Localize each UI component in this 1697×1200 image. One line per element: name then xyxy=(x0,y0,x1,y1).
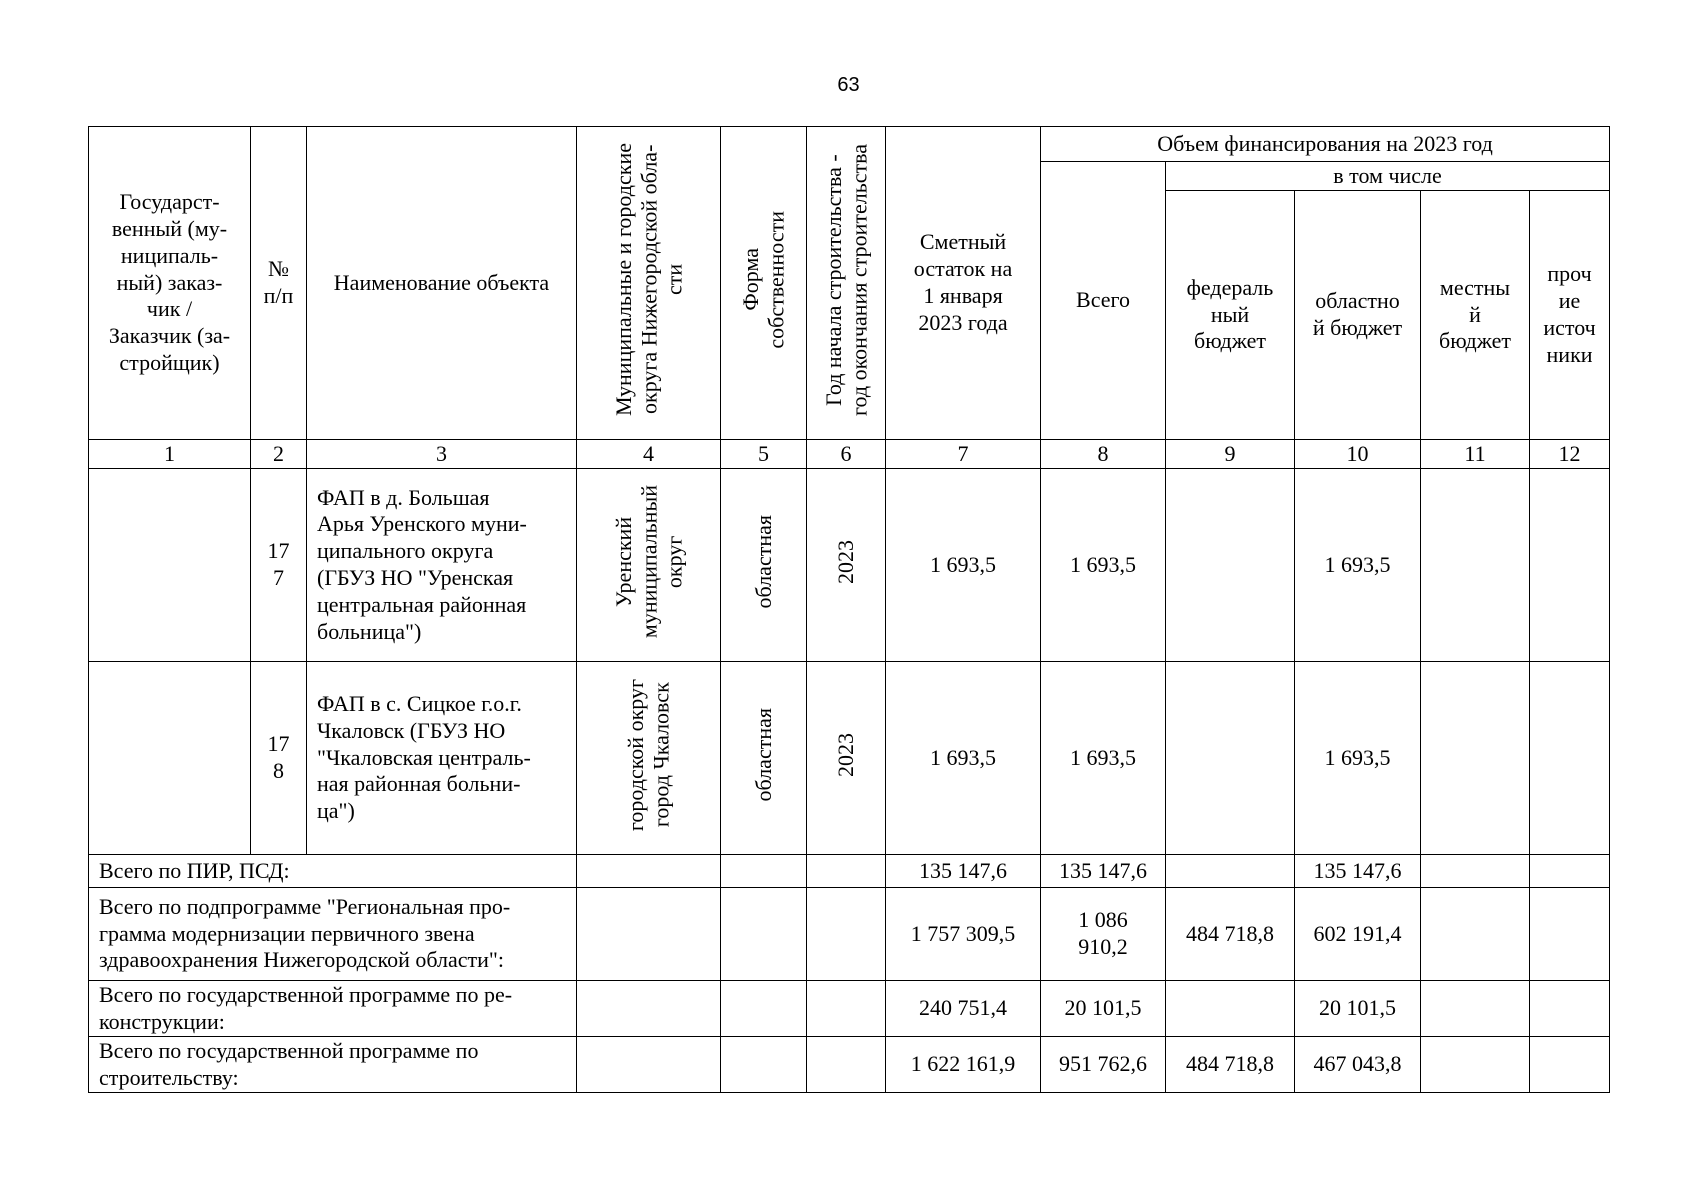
empty-cell xyxy=(807,855,886,888)
row-year: 2023 xyxy=(833,539,859,584)
row-local xyxy=(1421,662,1530,855)
row-estimate: 1 693,5 xyxy=(886,662,1041,855)
total-regional: 135 147,6 xyxy=(1295,855,1421,888)
column-number: 9 xyxy=(1166,440,1295,469)
header-other: проч ие источ ники xyxy=(1530,191,1610,440)
row-other xyxy=(1530,469,1610,662)
total-row xyxy=(89,888,1610,981)
column-number-row xyxy=(89,440,1610,469)
row-total: 1 693,5 xyxy=(1041,469,1166,662)
page-number: 63 xyxy=(837,74,860,96)
empty-cell xyxy=(721,1037,807,1093)
table-row xyxy=(89,469,1610,662)
header-including: в том числе xyxy=(1166,162,1610,191)
empty-cell xyxy=(577,981,721,1037)
row-year-cell xyxy=(807,662,886,855)
row-local xyxy=(1421,469,1530,662)
total-regional: 20 101,5 xyxy=(1295,981,1421,1037)
empty-cell xyxy=(721,888,807,981)
total-total: 135 147,6 xyxy=(1041,855,1166,888)
row-other xyxy=(1530,662,1610,855)
header-municipality: Муниципальные и городские округа Нижегородской обла- сти xyxy=(610,143,687,417)
row-municipality: Уренский муниципальный округ xyxy=(610,485,687,639)
total-federal: 484 718,8 xyxy=(1166,1037,1295,1093)
header-federal: федераль ный бюджет xyxy=(1166,191,1295,440)
total-estimate: 240 751,4 xyxy=(886,981,1041,1037)
total-federal xyxy=(1166,855,1295,888)
column-number: 11 xyxy=(1421,440,1530,469)
total-other xyxy=(1530,855,1610,888)
total-local xyxy=(1421,1037,1530,1093)
empty-cell xyxy=(577,1037,721,1093)
total-row xyxy=(89,855,1610,888)
total-regional: 467 043,8 xyxy=(1295,1037,1421,1093)
header-customer: Государст- венный (му- ниципаль- ный) заказ- чик / Заказчик (за- стройщик) xyxy=(89,127,251,440)
row-municipality-cell xyxy=(577,469,721,662)
header-estimate: Сметный остаток на 1 января 2023 года xyxy=(886,127,1041,440)
column-number: 10 xyxy=(1295,440,1421,469)
row-customer xyxy=(89,662,251,855)
header-object-name: Наименование объекта xyxy=(307,127,577,440)
header-municipality-cell xyxy=(577,127,721,440)
header-total: Всего xyxy=(1041,162,1166,440)
total-label: Всего по государственной программе по ре- конструкции: xyxy=(89,981,577,1037)
row-num: 17 8 xyxy=(251,662,307,855)
column-number: 7 xyxy=(886,440,1041,469)
column-number: 3 xyxy=(307,440,577,469)
table-row xyxy=(89,662,1610,855)
empty-cell xyxy=(577,888,721,981)
total-total: 1 086 910,2 xyxy=(1041,888,1166,981)
row-federal xyxy=(1166,469,1295,662)
total-other xyxy=(1530,1037,1610,1093)
total-row xyxy=(89,1037,1610,1093)
header-ownership-cell xyxy=(721,127,807,440)
row-municipality-cell xyxy=(577,662,721,855)
row-regional: 1 693,5 xyxy=(1295,469,1421,662)
total-regional: 602 191,4 xyxy=(1295,888,1421,981)
total-other xyxy=(1530,888,1610,981)
row-ownership: областная xyxy=(750,707,776,802)
row-total: 1 693,5 xyxy=(1041,662,1166,855)
column-number: 8 xyxy=(1041,440,1166,469)
header-row-1 xyxy=(89,127,1610,162)
header-years: Год начала строительства - год окончания строительства xyxy=(820,143,871,416)
total-total: 951 762,6 xyxy=(1041,1037,1166,1093)
total-label: Всего по подпрограмме "Региональная про- грамма модернизации первичного звена здравоохранения Нижегородской области": xyxy=(89,888,577,981)
funding-table xyxy=(88,126,1610,1093)
header-regional: областно й бюджет xyxy=(1295,191,1421,440)
column-number: 2 xyxy=(251,440,307,469)
header-num: № п/п xyxy=(251,127,307,440)
total-local xyxy=(1421,855,1530,888)
row-num: 17 7 xyxy=(251,469,307,662)
column-number: 5 xyxy=(721,440,807,469)
column-number: 12 xyxy=(1530,440,1610,469)
row-year-cell xyxy=(807,469,886,662)
empty-cell xyxy=(807,1037,886,1093)
total-estimate: 1 622 161,9 xyxy=(886,1037,1041,1093)
total-other xyxy=(1530,981,1610,1037)
empty-cell xyxy=(721,981,807,1037)
row-estimate: 1 693,5 xyxy=(886,469,1041,662)
total-federal: 484 718,8 xyxy=(1166,888,1295,981)
header-ownership: Форма собственности xyxy=(738,210,789,349)
total-local xyxy=(1421,888,1530,981)
empty-cell xyxy=(807,888,886,981)
row-municipality: городской округ город Чкаловск xyxy=(623,678,674,831)
column-number: 6 xyxy=(807,440,886,469)
row-ownership-cell xyxy=(721,662,807,855)
column-number: 1 xyxy=(89,440,251,469)
total-total: 20 101,5 xyxy=(1041,981,1166,1037)
total-local xyxy=(1421,981,1530,1037)
row-object: ФАП в д. Большая Арья Уренского муни- ципального округа (ГБУЗ НО "Уренская центральная районная больница") xyxy=(307,469,577,662)
empty-cell xyxy=(577,855,721,888)
column-number: 4 xyxy=(577,440,721,469)
row-year: 2023 xyxy=(833,732,859,777)
empty-cell xyxy=(807,981,886,1037)
total-estimate: 135 147,6 xyxy=(886,855,1041,888)
total-federal xyxy=(1166,981,1295,1037)
row-regional: 1 693,5 xyxy=(1295,662,1421,855)
total-label: Всего по ПИР, ПСД: xyxy=(89,855,577,888)
row-ownership-cell xyxy=(721,469,807,662)
header-funding-volume: Объем финансирования на 2023 год xyxy=(1041,127,1610,162)
header-local: местны й бюджет xyxy=(1421,191,1530,440)
total-label: Всего по государственной программе по строительству: xyxy=(89,1037,577,1093)
row-object: ФАП в с. Сицкое г.о.г. Чкаловск (ГБУЗ НО "Чкаловская централь- ная районная больни- ца") xyxy=(307,662,577,855)
row-customer xyxy=(89,469,251,662)
row-ownership: областная xyxy=(750,514,776,609)
total-estimate: 1 757 309,5 xyxy=(886,888,1041,981)
total-row xyxy=(89,981,1610,1037)
header-years-cell xyxy=(807,127,886,440)
row-federal xyxy=(1166,662,1295,855)
empty-cell xyxy=(721,855,807,888)
